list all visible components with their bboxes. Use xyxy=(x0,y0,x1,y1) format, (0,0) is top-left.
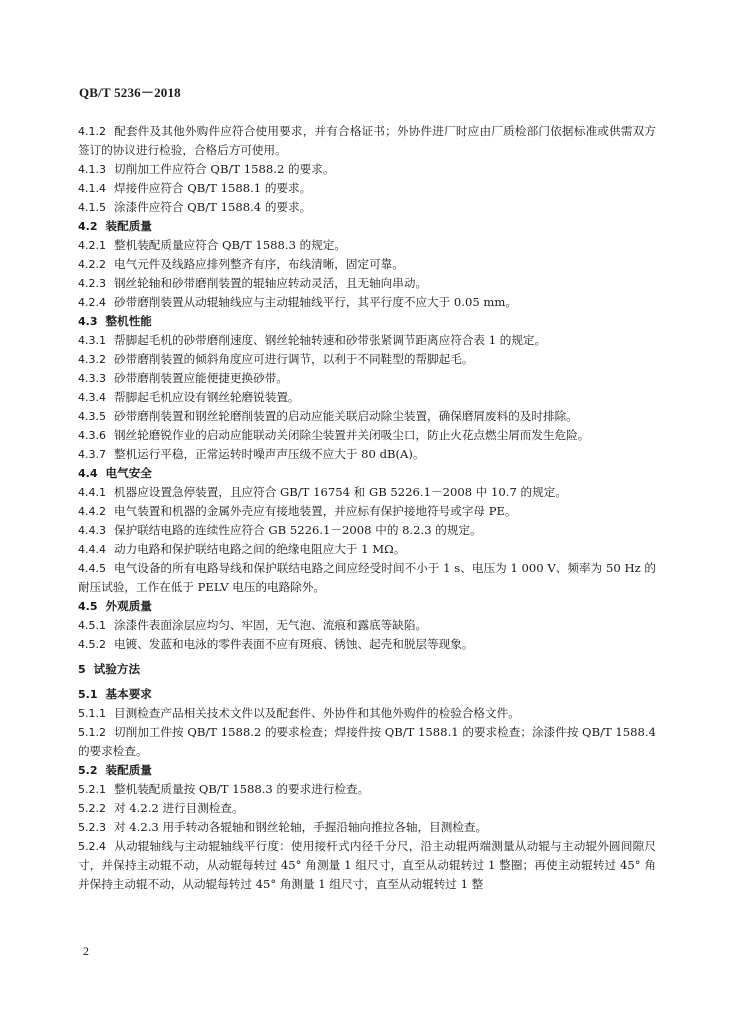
clause-text: 钢丝轮轴和砂带磨削装置的辊轴应转动灵活，且无轴向串动。 xyxy=(114,276,428,290)
clause-paragraph xyxy=(78,236,656,255)
clause-text: 外观质量 xyxy=(105,599,152,613)
document-body xyxy=(78,122,656,894)
clause-text: 装配质量 xyxy=(105,219,152,233)
clause-text: 装配质量 xyxy=(105,763,152,777)
clause-text: 保护联结电路的连续性应符合 GB 5226.1－2008 中的 8.2.3 的规定。 xyxy=(114,523,482,537)
clause-text: 切削加工件按 QB/T 1588.2 的要求检查；焊接件按 QB/T 1588.1 的要求检查；涂漆件按 QB/T 1588.4 的要求检查。 xyxy=(78,725,656,758)
clause-paragraph xyxy=(78,559,656,597)
clause-number: 4.4 xyxy=(78,467,98,480)
page-number: 2 xyxy=(83,944,89,958)
clause-text: 整机性能 xyxy=(105,314,152,328)
clause-number: 4.4.1 xyxy=(78,486,106,499)
clause-number: 4.1.3 xyxy=(78,163,106,176)
clause-paragraph xyxy=(78,704,656,723)
clause-number: 4.3.2 xyxy=(78,353,106,366)
clause-text: 目测检查产品相关技术文件以及配套件、外协件和其他外购件的检验合格文件。 xyxy=(114,706,520,720)
clause-number: 4.2.4 xyxy=(78,296,106,309)
clause-text: 配套件及其他外购件应符合使用要求，并有合格证书；外协件进厂时应由厂质检部门依据标准或供需双方签订的协议进行检验，合格后方可使用。 xyxy=(78,124,656,157)
clause-number: 5.1 xyxy=(78,688,98,701)
clause-number: 5.2.2 xyxy=(78,802,106,815)
clause-number: 5.2.3 xyxy=(78,821,106,834)
clause-number: 4.3.4 xyxy=(78,391,106,404)
clause-text: 焊接件应符合 QB/T 1588.1 的要求。 xyxy=(114,181,312,195)
clause-text: 涂漆件应符合 QB/T 1588.4 的要求。 xyxy=(114,200,312,214)
clause-number: 4.2 xyxy=(78,220,98,233)
clause-paragraph xyxy=(78,616,656,635)
clause-paragraph xyxy=(78,369,656,388)
clause-text: 涂漆件表面涂层应均匀、牢固，无气泡、流痕和露底等缺陷。 xyxy=(114,618,428,632)
clause-paragraph xyxy=(78,331,656,350)
clause-number: 4.3.7 xyxy=(78,448,106,461)
clause-number: 5.1.1 xyxy=(78,707,106,720)
clause-number: 4.4.2 xyxy=(78,505,106,518)
clause-text: 电气元件及线路应排列整齐有序，布线清晰，固定可靠。 xyxy=(114,257,404,271)
clause-text: 整机装配质量按 QB/T 1588.3 的要求进行检查。 xyxy=(114,782,370,796)
clause-number: 4.2.3 xyxy=(78,277,106,290)
section-heading xyxy=(78,217,656,236)
clause-text: 试验方法 xyxy=(93,662,141,676)
clause-paragraph xyxy=(78,445,656,464)
section-heading xyxy=(78,660,656,679)
clause-paragraph xyxy=(78,255,656,274)
clause-text: 从动辊轴线与主动辊轴线平行度：使用接杆式内径千分尺，沿主动辊两端测量从动辊与主动辊外圆间隙尺寸，并保持主动辊不动，从动辊每转过 45° 角测量 1 组尺寸，直至从动辊转过 1 整圈；再使主动辊转过 45° 角并保持主动辊不动，从动辊每转过 45° 角测量 1 组尺寸，直至从动辊转过 1 整 xyxy=(78,839,656,891)
clause-text: 帮脚起毛机应设有钢丝轮磨锐装置。 xyxy=(114,390,300,404)
clause-paragraph xyxy=(78,293,656,312)
clause-number: 4.3.3 xyxy=(78,372,106,385)
clause-number: 4.4.5 xyxy=(78,562,106,575)
section-heading xyxy=(78,312,656,331)
clause-text: 电气安全 xyxy=(105,466,152,480)
clause-number: 4.3.6 xyxy=(78,429,106,442)
clause-paragraph xyxy=(78,540,656,559)
clause-text: 对 4.2.3 用手转动各辊轴和钢丝轮轴，手握沿轴向推拉各轴，目测检查。 xyxy=(114,820,488,834)
clause-text: 电镀、发蓝和电泳的零件表面不应有斑痕、锈蚀、起壳和脱层等现象。 xyxy=(114,637,474,651)
clause-number: 4.5.2 xyxy=(78,638,106,651)
clause-text: 砂带磨削装置和钢丝轮磨削装置的启动应能关联启动除尘装置，确保磨屑废料的及时排除。 xyxy=(114,409,578,423)
clause-number: 4.3.5 xyxy=(78,410,106,423)
clause-paragraph xyxy=(78,521,656,540)
clause-paragraph xyxy=(78,635,656,654)
clause-number: 4.4.4 xyxy=(78,543,106,556)
clause-paragraph xyxy=(78,160,656,179)
clause-text: 砂带磨削装置从动辊轴线应与主动辊轴线平行，其平行度不应大于 0.05 mm。 xyxy=(114,295,517,309)
clause-text: 机器应设置急停装置，且应符合 GB/T 16754 和 GB 5226.1－2008 中 10.7 的规定。 xyxy=(114,485,567,499)
clause-number: 4.2.2 xyxy=(78,258,106,271)
section-heading xyxy=(78,464,656,483)
section-heading xyxy=(78,761,656,780)
clause-paragraph xyxy=(78,426,656,445)
clause-paragraph xyxy=(78,723,656,761)
clause-paragraph xyxy=(78,350,656,369)
clause-number: 5.1.2 xyxy=(78,726,106,739)
clause-number: 4.5.1 xyxy=(78,619,106,632)
clause-text: 钢丝轮磨锐作业的启动应能联动关闭除尘装置并关闭吸尘口，防止火花点燃尘屑而发生危险。 xyxy=(114,428,590,442)
clause-number: 5.2.4 xyxy=(78,840,106,853)
clause-paragraph xyxy=(78,502,656,521)
clause-text: 砂带磨削装置的倾斜角度应可进行调节，以利于不同鞋型的帮脚起毛。 xyxy=(114,352,474,366)
clause-number: 4.3.1 xyxy=(78,334,106,347)
clause-number: 5 xyxy=(78,663,86,676)
clause-paragraph xyxy=(78,407,656,426)
clause-number: 4.4.3 xyxy=(78,524,106,537)
clause-number: 5.2 xyxy=(78,764,98,777)
clause-number: 4.2.1 xyxy=(78,239,106,252)
clause-paragraph xyxy=(78,388,656,407)
clause-paragraph xyxy=(78,780,656,799)
clause-paragraph xyxy=(78,483,656,502)
clause-paragraph xyxy=(78,179,656,198)
clause-text: 整机运行平稳，正常运转时噪声声压级不应大于 80 dB(A)。 xyxy=(114,447,425,461)
clause-number: 4.1.4 xyxy=(78,182,106,195)
clause-paragraph xyxy=(78,122,656,160)
clause-number: 5.2.1 xyxy=(78,783,106,796)
clause-number: 4.3 xyxy=(78,315,98,328)
clause-text: 砂带磨削装置应能便捷更换砂带。 xyxy=(114,371,288,385)
clause-text: 切削加工件应符合 QB/T 1588.2 的要求。 xyxy=(114,162,335,176)
clause-paragraph xyxy=(78,799,656,818)
clause-text: 整机装配质量应符合 QB/T 1588.3 的规定。 xyxy=(114,238,347,252)
clause-text: 基本要求 xyxy=(105,687,152,701)
clause-paragraph xyxy=(78,198,656,217)
clause-number: 4.1.2 xyxy=(78,125,106,138)
clause-text: 电气设备的所有电路导线和保护联结电路之间应经受时间不小于 1 s、电压为 1 000 V、频率为 50 Hz 的耐压试验，工作在低于 PELV 电压的电路除外。 xyxy=(78,561,656,594)
section-heading xyxy=(78,685,656,704)
clause-paragraph xyxy=(78,837,656,894)
clause-text: 对 4.2.2 进行目测检查。 xyxy=(114,801,244,815)
section-heading xyxy=(78,597,656,616)
clause-paragraph xyxy=(78,274,656,293)
clause-text: 动力电路和保护联结电路之间的绝缘电阻应大于 1 MΩ。 xyxy=(114,542,406,556)
clause-number: 4.5 xyxy=(78,600,98,613)
clause-text: 帮脚起毛机的砂带磨削速度、钢丝轮轴转速和砂带张紧调节距离应符合表 1 的规定。 xyxy=(114,333,547,347)
clause-text: 电气装置和机器的金属外壳应有接地装置，并应标有保护接地符号或字母 PE。 xyxy=(114,504,517,518)
standard-code: QB/T 5236－2018 xyxy=(79,85,181,100)
clause-number: 4.1.5 xyxy=(78,201,106,214)
clause-paragraph xyxy=(78,818,656,837)
